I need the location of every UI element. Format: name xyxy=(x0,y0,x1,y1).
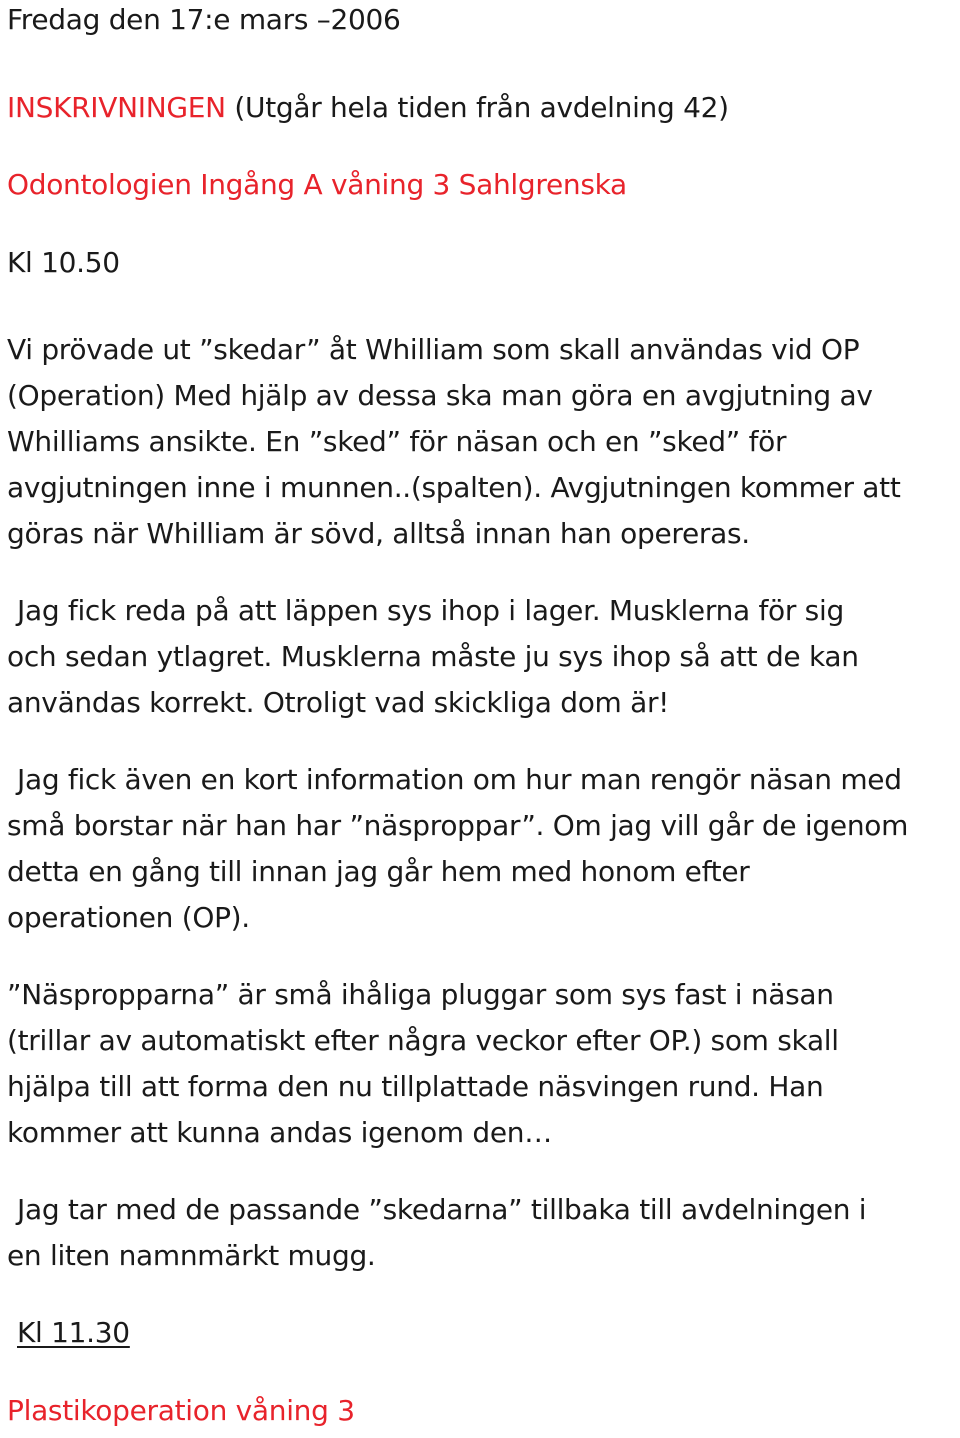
text-line: Jag tar med de passande ”skedarna” tillbaka till avdelningen i xyxy=(17,1193,867,1226)
section-title: INSKRIVNINGEN xyxy=(7,91,226,124)
text-line: göras när Whilliam är sövd, alltså innan han opereras. xyxy=(7,517,750,550)
text-line: operationen (OP). xyxy=(7,901,250,934)
text-line: Whilliams ansikte. En ”sked” för näsan och en ”sked” för xyxy=(7,425,787,458)
location-odontologien: Odontologien Ingång A våning 3 Sahlgrenska xyxy=(7,168,627,201)
section-note: (Utgår hela tiden från avdelning 42) xyxy=(225,91,729,124)
date-heading: Fredag den 17:e mars –2006 xyxy=(7,3,401,36)
text-line: små borstar när han har ”näsproppar”. Om jag vill går de igenom xyxy=(7,809,909,842)
text-line: och sedan ytlagret. Musklerna måste ju sys ihop så att de kan xyxy=(7,640,859,673)
text-line: avgjutningen inne i munnen..(spalten). Avgjutningen kommer att xyxy=(7,471,901,504)
text-line: en liten namnmärkt mugg. xyxy=(7,1239,376,1272)
section-heading-inskrivningen xyxy=(7,88,729,128)
text-line: detta en gång till innan jag går hem med honom efter xyxy=(7,855,750,888)
text-line: Jag fick reda på att läppen sys ihop i lager. Musklerna för sig xyxy=(17,594,844,627)
time-1050: Kl 10.50 xyxy=(7,246,120,279)
text-line: Jag fick även en kort information om hur man rengör näsan med xyxy=(17,763,902,796)
text-line: kommer att kunna andas igenom den… xyxy=(7,1116,552,1149)
text-line: ”Näspropparna” är små ihåliga pluggar som sys fast i näsan xyxy=(7,978,834,1011)
text-line: användas korrekt. Otroligt vad skickliga dom är! xyxy=(7,686,670,719)
location-plastikoperation: Plastikoperation våning 3 xyxy=(7,1394,355,1427)
time-1130: Kl 11.30 xyxy=(17,1316,130,1349)
text-line: (Operation) Med hjälp av dessa ska man göra en avgjutning av xyxy=(7,379,873,412)
text-line: hjälpa till att forma den nu tillplattade näsvingen rund. Han xyxy=(7,1070,824,1103)
text-line: Vi prövade ut ”skedar” åt Whilliam som skall användas vid OP xyxy=(7,333,860,366)
text-line: (trillar av automatiskt efter några veckor efter OP.) som skall xyxy=(7,1024,839,1057)
